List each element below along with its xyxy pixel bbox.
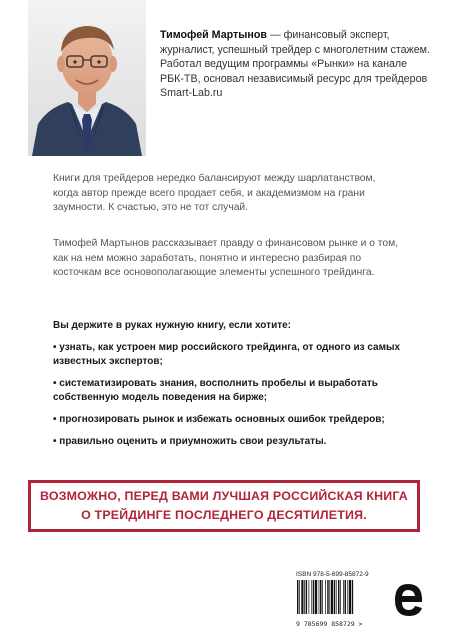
banner-line-1: ВОЗМОЖНО, ПЕРЕД ВАМИ ЛУЧШАЯ РОССИЙСКАЯ КНИГА [40, 489, 408, 504]
barcode-digits: 9 785699 858729 > [296, 620, 363, 628]
banner-line-2: О ТРЕЙДИНГЕ ПОСЛЕДНЕГО ДЕСЯТИЛЕТИЯ. [81, 508, 367, 522]
barcode-bar [349, 580, 351, 614]
list-item: • узнать, как устроен мир российского трейдинга, от одного из самых известных экспертов; [53, 342, 401, 367]
barcode-bar [343, 580, 344, 614]
barcode-bar [309, 580, 310, 614]
barcode-bar [322, 580, 323, 614]
benefits-list [53, 319, 403, 457]
barcode-bar [329, 580, 330, 614]
barcode-bar [327, 580, 328, 614]
author-name: Тимофей Мартынов [160, 29, 267, 41]
benefits-items [53, 341, 403, 449]
barcode-bar [306, 580, 307, 614]
list-item: • правильно оценить и приумножить свои результаты. [53, 436, 327, 447]
barcode-bar [320, 580, 321, 614]
barcode-bar [311, 580, 312, 614]
barcode-bar [301, 580, 303, 614]
author-bio [160, 28, 430, 101]
barcode-bar [315, 580, 317, 614]
barcode-bar [299, 580, 300, 614]
list-item: • систематизировать знания, восполнить пробелы и выработать собственную модель поведения на бирже; [53, 378, 378, 403]
isbn-barcode [296, 571, 386, 628]
barcode-bar [336, 580, 337, 614]
description-paragraph-1: Книги для трейдеров нередко балансируют между шарлатанством, когда автор прежде всего продает себя, и академизмом на грани заумности. К счастью, это не тот случай. [53, 173, 376, 214]
list-item: • прогнозировать рынок и избежать основных ошибок трейдеров; [53, 414, 385, 425]
barcode-bar [345, 580, 346, 614]
author-bio-text: — финансовый эксперт, журналист, успешный трейдер с многолетним стажем. Работал ведущим программы «Рынки» на канале РБК-ТВ, основал независимый ресурс для трейдеров Smart-Lab.ru [160, 29, 430, 100]
author-portrait-image [28, 0, 146, 156]
benefits-intro: Вы держите в руках нужную книгу, если хотите: [53, 320, 292, 331]
barcode-bar [304, 580, 305, 614]
publisher-logo-icon [391, 580, 425, 620]
barcode-bar [338, 580, 339, 614]
barcode-bar [334, 580, 335, 614]
isbn-label: ISBN 978-5-699-85872-9 [296, 571, 369, 578]
barcode-bar [297, 580, 298, 614]
barcode-bar [347, 580, 348, 614]
barcode-bar [319, 580, 320, 614]
description-paragraph-2: Тимофей Мартынов рассказывает правду о финансовом рынке и о том, как на нем можно заработать, понятно и интересно разбирая по косточкам все основополагающие элементы успешного трейдинга. [53, 238, 399, 279]
barcode-bar [340, 580, 341, 614]
author-photo [28, 0, 146, 156]
highlight-banner [28, 480, 420, 532]
barcode-image [296, 580, 384, 614]
barcode-bar [325, 580, 326, 614]
barcode-bar [331, 580, 333, 614]
barcode-bar [352, 580, 353, 614]
barcode-bar [313, 580, 314, 614]
